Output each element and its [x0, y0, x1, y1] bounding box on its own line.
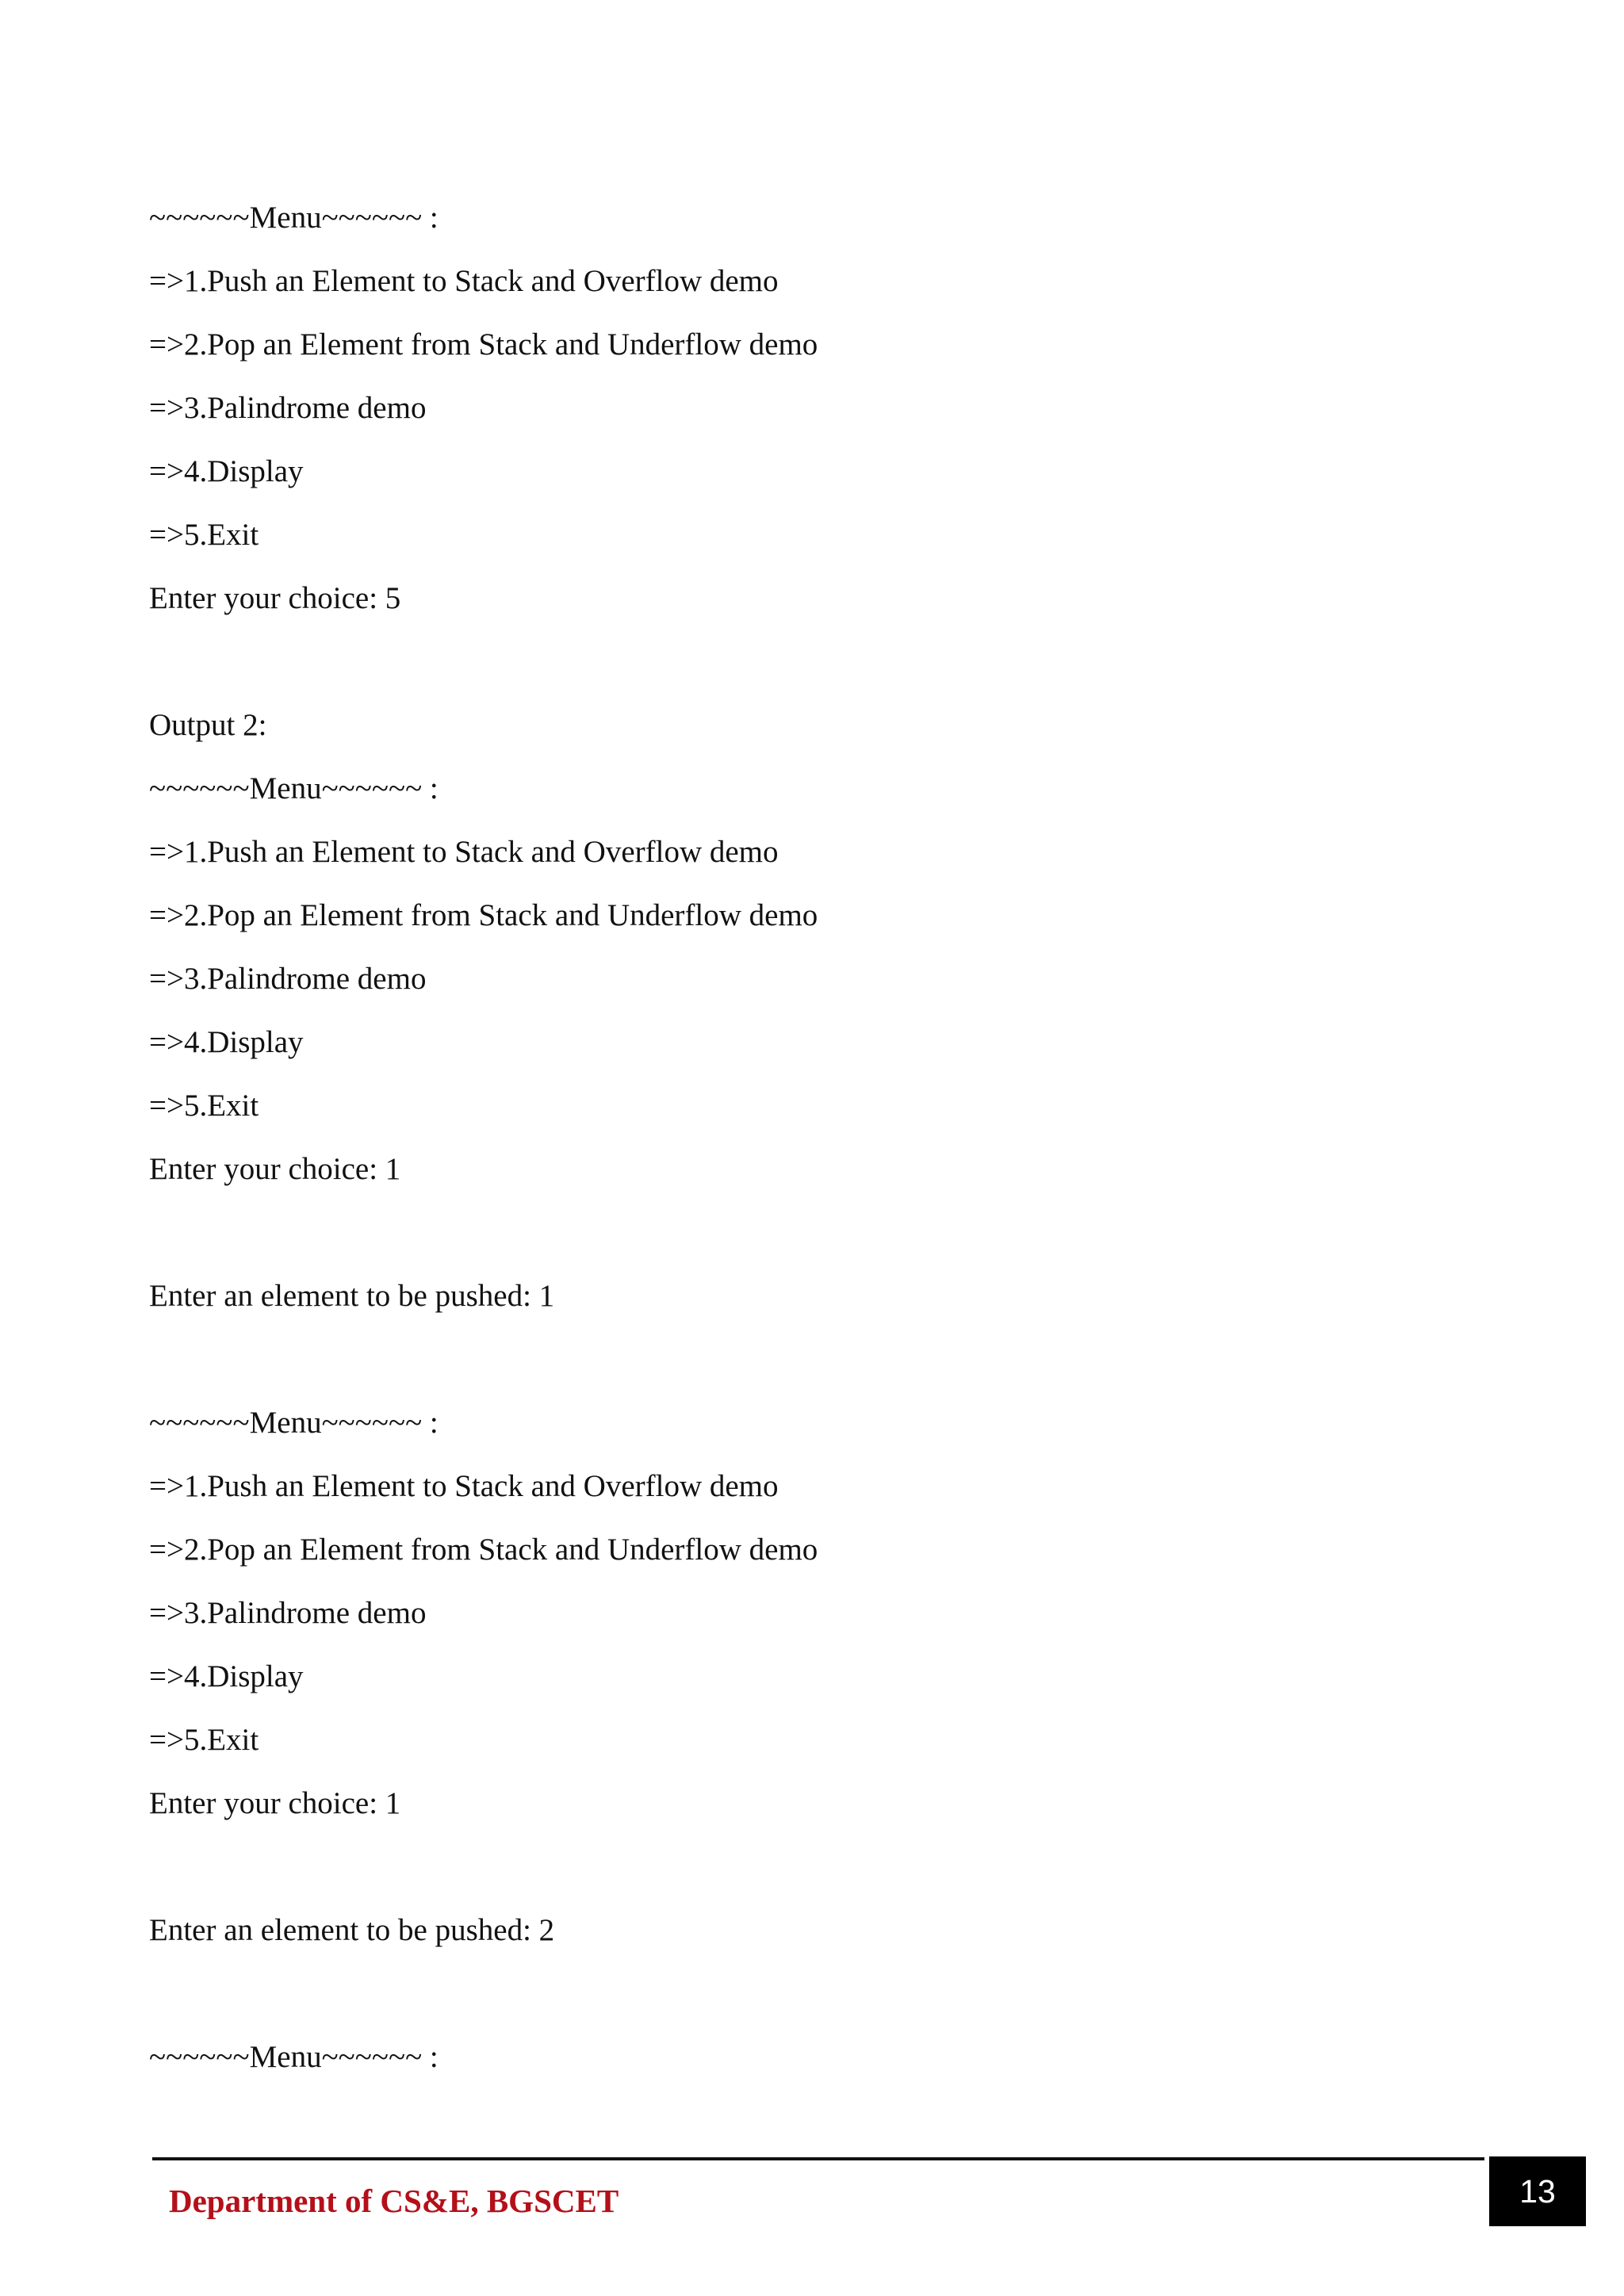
output-line: =>5.Exit	[149, 1089, 259, 1123]
output-line: Enter your choice: 1	[149, 1152, 401, 1186]
blank-line	[149, 1337, 1497, 1400]
output-line: Enter your choice: 1	[149, 1786, 401, 1820]
output-line: =>4.Display	[149, 1025, 304, 1059]
output-line: ~~~~~~Menu~~~~~~ :	[149, 1406, 439, 1440]
output-line: =>1.Push an Element to Stack and Overflow demo	[149, 835, 779, 869]
output-line: =>4.Display	[149, 454, 304, 488]
output-line: =>3.Palindrome demo	[149, 1596, 427, 1630]
output-line: =>2.Pop an Element from Stack and Underflow demo	[149, 327, 818, 362]
blank-line	[149, 1210, 1497, 1273]
blank-line	[149, 639, 1497, 702]
output-line: ~~~~~~Menu~~~~~~ :	[149, 201, 439, 235]
output-line: Enter an element to be pushed: 1	[149, 1279, 555, 1313]
page-number: 13	[1519, 2172, 1556, 2210]
output-line: Enter your choice: 5	[149, 581, 401, 615]
blank-line	[149, 1844, 1497, 1908]
footer-department: Department of CS&E, BGSCET	[169, 2183, 619, 2219]
output-line: =>2.Pop an Element from Stack and Underflow demo	[149, 1533, 818, 1567]
page-number-badge	[1489, 2156, 1586, 2226]
output-line: =>5.Exit	[149, 1723, 259, 1757]
output-line: =>5.Exit	[149, 518, 259, 552]
footer-divider	[152, 2157, 1484, 2160]
output-line: =>3.Palindrome demo	[149, 962, 427, 996]
output-heading: Output 2:	[149, 708, 267, 742]
blank-line	[149, 1971, 1497, 2034]
output-line: Enter an element to be pushed: 2	[149, 1913, 555, 1947]
output-line: =>2.Pop an Element from Stack and Underflow demo	[149, 898, 818, 932]
output-line: =>1.Push an Element to Stack and Overflow demo	[149, 264, 779, 298]
program-output	[149, 195, 1497, 2098]
output-line: =>1.Push an Element to Stack and Overflow demo	[149, 1469, 779, 1503]
output-line: =>4.Display	[149, 1659, 304, 1693]
output-line: =>3.Palindrome demo	[149, 391, 427, 425]
output-line: ~~~~~~Menu~~~~~~ :	[149, 771, 439, 806]
output-line: ~~~~~~Menu~~~~~~ :	[149, 2040, 439, 2074]
